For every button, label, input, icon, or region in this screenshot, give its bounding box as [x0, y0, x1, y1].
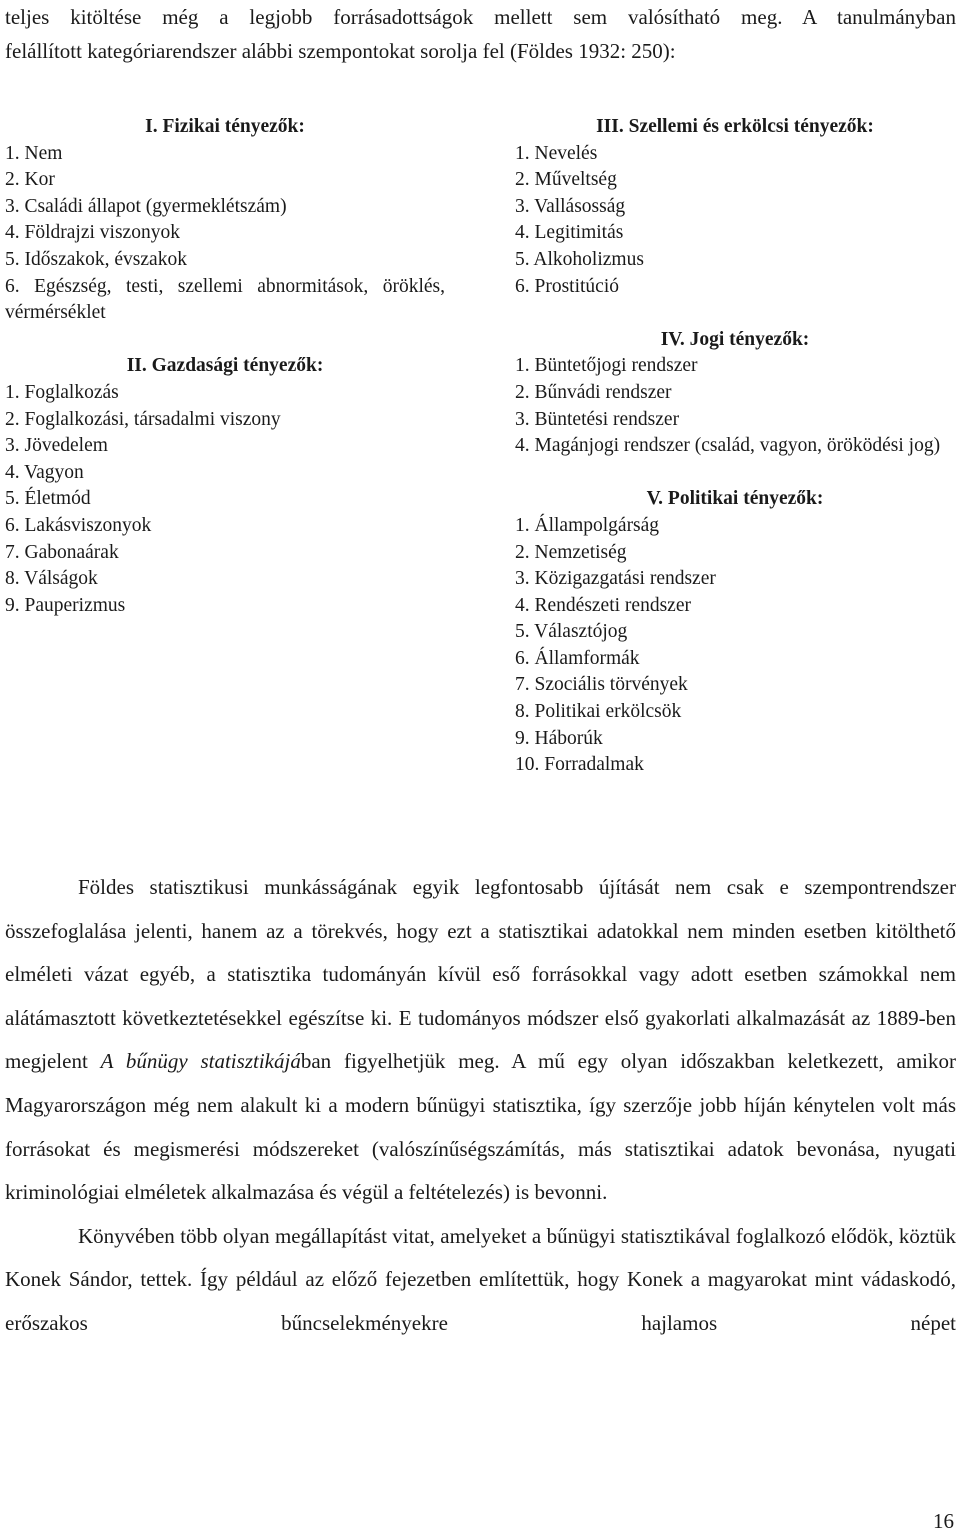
list-item: 6. Lakásviszonyok: [5, 514, 152, 536]
category-heading-moral: III. Szellemi és erkölcsi tényezők:: [596, 116, 874, 137]
spacer: [515, 300, 955, 327]
list-item: 3. Büntetési rendszer: [515, 408, 680, 430]
category-column-right: [515, 114, 955, 779]
list-item: 4. Vagyon: [5, 461, 84, 483]
list-item: 5. Életmód: [5, 488, 91, 510]
list-item: 7. Szociális törvények: [515, 674, 688, 696]
list-item: 2. Foglalkozási, társadalmi viszony: [5, 408, 281, 430]
category-column-left: [5, 114, 445, 619]
list-item: 6. Egészség, testi, szellemi abnormitások, öröklés, vérmérséklet: [5, 275, 445, 324]
intro-text: [5, 0, 956, 68]
list-item: 4. Rendészeti rendszer: [515, 594, 691, 616]
paragraph-text: Földes statisztikusi munkásságának egyik legfontosabb újítását nem csak e szempontrendszer összefoglalása jelenti, hanem az a törekvés, hogy ezt a statisztikai adatokkal nem minden esetben kitölthető elméleti vázat egyéb, a statisztika tudományán kívül eső forrásokkal vagy adott esetben számokkal nem alátámasztott következtetésekkel egészítse ki. E tudományos módszer első gyakorlati alkalmazását az 1889-ben megjelent: [5, 875, 956, 1074]
list-item: 2. Kor: [5, 169, 55, 191]
list-item: 4. Földrajzi viszonyok: [5, 222, 180, 244]
category-heading-economic: II. Gazdasági tényezők:: [126, 355, 324, 377]
list-item: 3. Közigazgatási rendszer: [515, 568, 716, 590]
intro-line-1: teljes kitöltése még a legjobb forrásadottságok mellett sem valósítható meg. A tanulmányban: [5, 5, 956, 29]
list-item: 10. Forradalmak: [515, 754, 644, 776]
list-item: 4. Magánjogi rendszer (család, vagyon, öröködési jog): [515, 435, 941, 457]
page-number: 16: [933, 1509, 954, 1533]
paragraph-text: ban figyelhetjük meg. A mű egy olyan időszakban keletkezett, amikor Magyarországon még nem alakult ki a modern bűnügyi statisztika, így szerzője jobb híján kénytelen volt más forrásokat és megismerési módszereket (valószínűségszámítás, más statisztikai adatok bevonása, nyugati kriminológiai elméletek alkalmazása és végül a feltételezés) is bevonni.: [5, 1049, 956, 1205]
list-item: 6. Prostitúció: [515, 275, 620, 297]
list-item: 3. Családi állapot (gyermeklétszám): [5, 195, 287, 217]
list-item: 8. Politikai erkölcsök: [515, 701, 682, 723]
list-item: 1. Nem: [5, 142, 63, 164]
list-item: 9. Háborúk: [515, 727, 603, 749]
category-heading-legal: IV. Jogi tényezők:: [660, 328, 810, 350]
list-item: 8. Válságok: [5, 568, 98, 590]
list-item: 9. Pauperizmus: [5, 594, 126, 616]
list-item: 6. Államformák: [515, 647, 640, 669]
spacer: [515, 460, 955, 487]
list-item: 1. Büntetőjogi rendszer: [515, 355, 698, 377]
list-item: 2. Nemzetiség: [515, 541, 627, 563]
paragraph: Könyvében több olyan megállapítást vitat, amelyeket a bűnügyi statisztikával foglalkozó elődök, köztük Konek Sándor, tettek. Így például az előző fejezetben említettük, hogy Konek a magyarokat mint vádaskodó, erőszakos bűncselekményekre hajlamos népet: [5, 1223, 956, 1335]
list-item: 3. Vallásosság: [515, 195, 626, 217]
list-item: 2. Bűnvádi rendszer: [515, 381, 672, 403]
list-item: 2. Műveltség: [515, 169, 617, 191]
list-item: 7. Gabonaárak: [5, 541, 119, 563]
list-item: 3. Jövedelem: [5, 435, 108, 457]
list-item: 4. Legitimitás: [515, 222, 624, 244]
intro-line-2: felállított kategóriarendszer alábbi szempontokat sorolja fel (Földes 1932: 250):: [5, 39, 676, 63]
category-heading-physical: I. Fizikai tényezők:: [145, 116, 305, 137]
list-item: 1. Nevelés: [515, 142, 598, 164]
list-item: 5. Választójog: [515, 621, 628, 643]
list-item: 5. Alkoholizmus: [515, 248, 644, 270]
list-item: 1. Foglalkozás: [5, 381, 119, 403]
book-title: A bűnügy statisztikájá: [100, 1049, 301, 1074]
list-item: 5. Időszakok, évszakok: [5, 248, 187, 270]
body-text: [5, 866, 956, 1346]
category-heading-political: V. Politikai tényezők:: [646, 488, 824, 510]
paragraph: [5, 866, 956, 1215]
list-item: 1. Állampolgárság: [515, 514, 660, 536]
spacer: [5, 327, 445, 354]
